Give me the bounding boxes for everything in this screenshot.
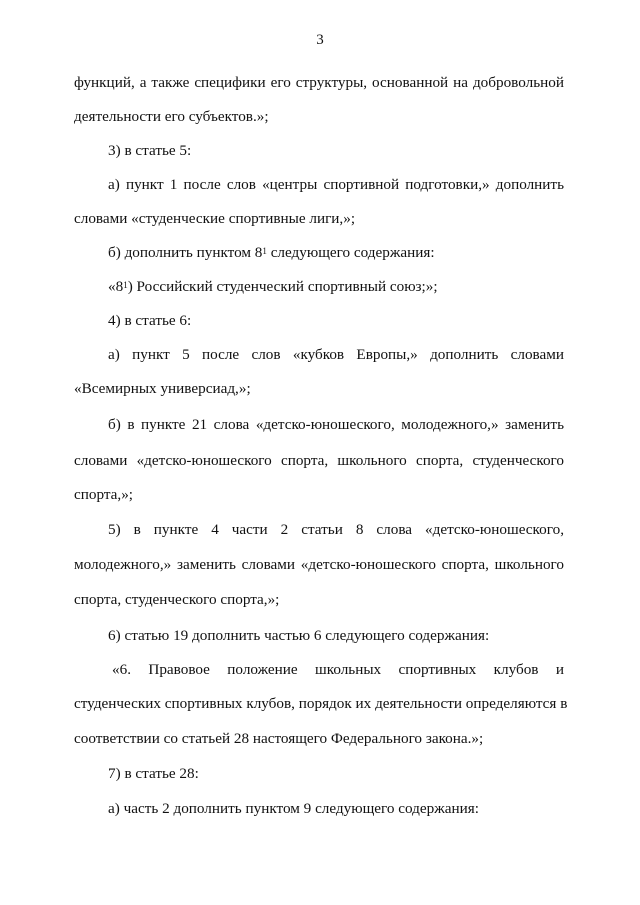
text-line: 6) статью 19 дополнить частью 6 следующего содержания:: [108, 627, 490, 644]
text-line: 3) в статье 5:: [108, 142, 192, 159]
text-line: словами «детско-юношеского спорта, школьного спорта, студенческого: [74, 452, 564, 469]
text-line: [108, 278, 564, 296]
text-line: спорта, студенческого спорта,»;: [74, 591, 280, 608]
page-number: 3: [316, 32, 324, 48]
text-line: а) часть 2 дополнить пунктом 9 следующего содержания:: [108, 800, 479, 817]
text-line: а) пункт 5 после слов «кубков Европы,» дополнить словами: [108, 346, 564, 363]
text-line: а) пункт 1 после слов «центры спортивной подготовки,» дополнить: [108, 176, 564, 193]
text-segment: следующего содержания:: [266, 244, 435, 261]
text-segment: ) Российский студенческий спортивный союз;»;: [127, 278, 438, 295]
text-line: «Всемирных универсиад,»;: [74, 380, 251, 397]
text-line: словами «студенческие спортивные лиги,»;: [74, 210, 356, 227]
superscript: 1: [262, 246, 267, 256]
text-line: молодежного,» заменить словами «детско-юношеского спорта, школьного: [74, 556, 564, 573]
text-line: спорта,»;: [74, 486, 134, 503]
superscript: 1: [123, 280, 128, 290]
text-line: 7) в статье 28:: [108, 765, 199, 782]
text-line: деятельности его субъектов.»;: [74, 108, 269, 125]
text-line: студенческих спортивных клубов, порядок их деятельности определяются в: [74, 695, 568, 712]
text-line: [108, 244, 564, 262]
text-segment: «8: [108, 278, 124, 295]
text-line: соответствии со статьей 28 настоящего Федерального закона.»;: [74, 730, 484, 747]
text-line: 4) в статье 6:: [108, 312, 192, 329]
text-segment: б) дополнить пунктом 8: [108, 244, 263, 261]
text-line: «6. Правовое положение школьных спортивных клубов и: [112, 661, 564, 678]
text-line: функций, а также специфики его структуры, основанной на добровольной: [74, 74, 564, 91]
text-line: б) в пункте 21 слова «детско-юношеского, молодежного,» заменить: [108, 416, 564, 433]
text-line: 5) в пункте 4 части 2 статьи 8 слова «детско-юношеского,: [108, 521, 564, 538]
